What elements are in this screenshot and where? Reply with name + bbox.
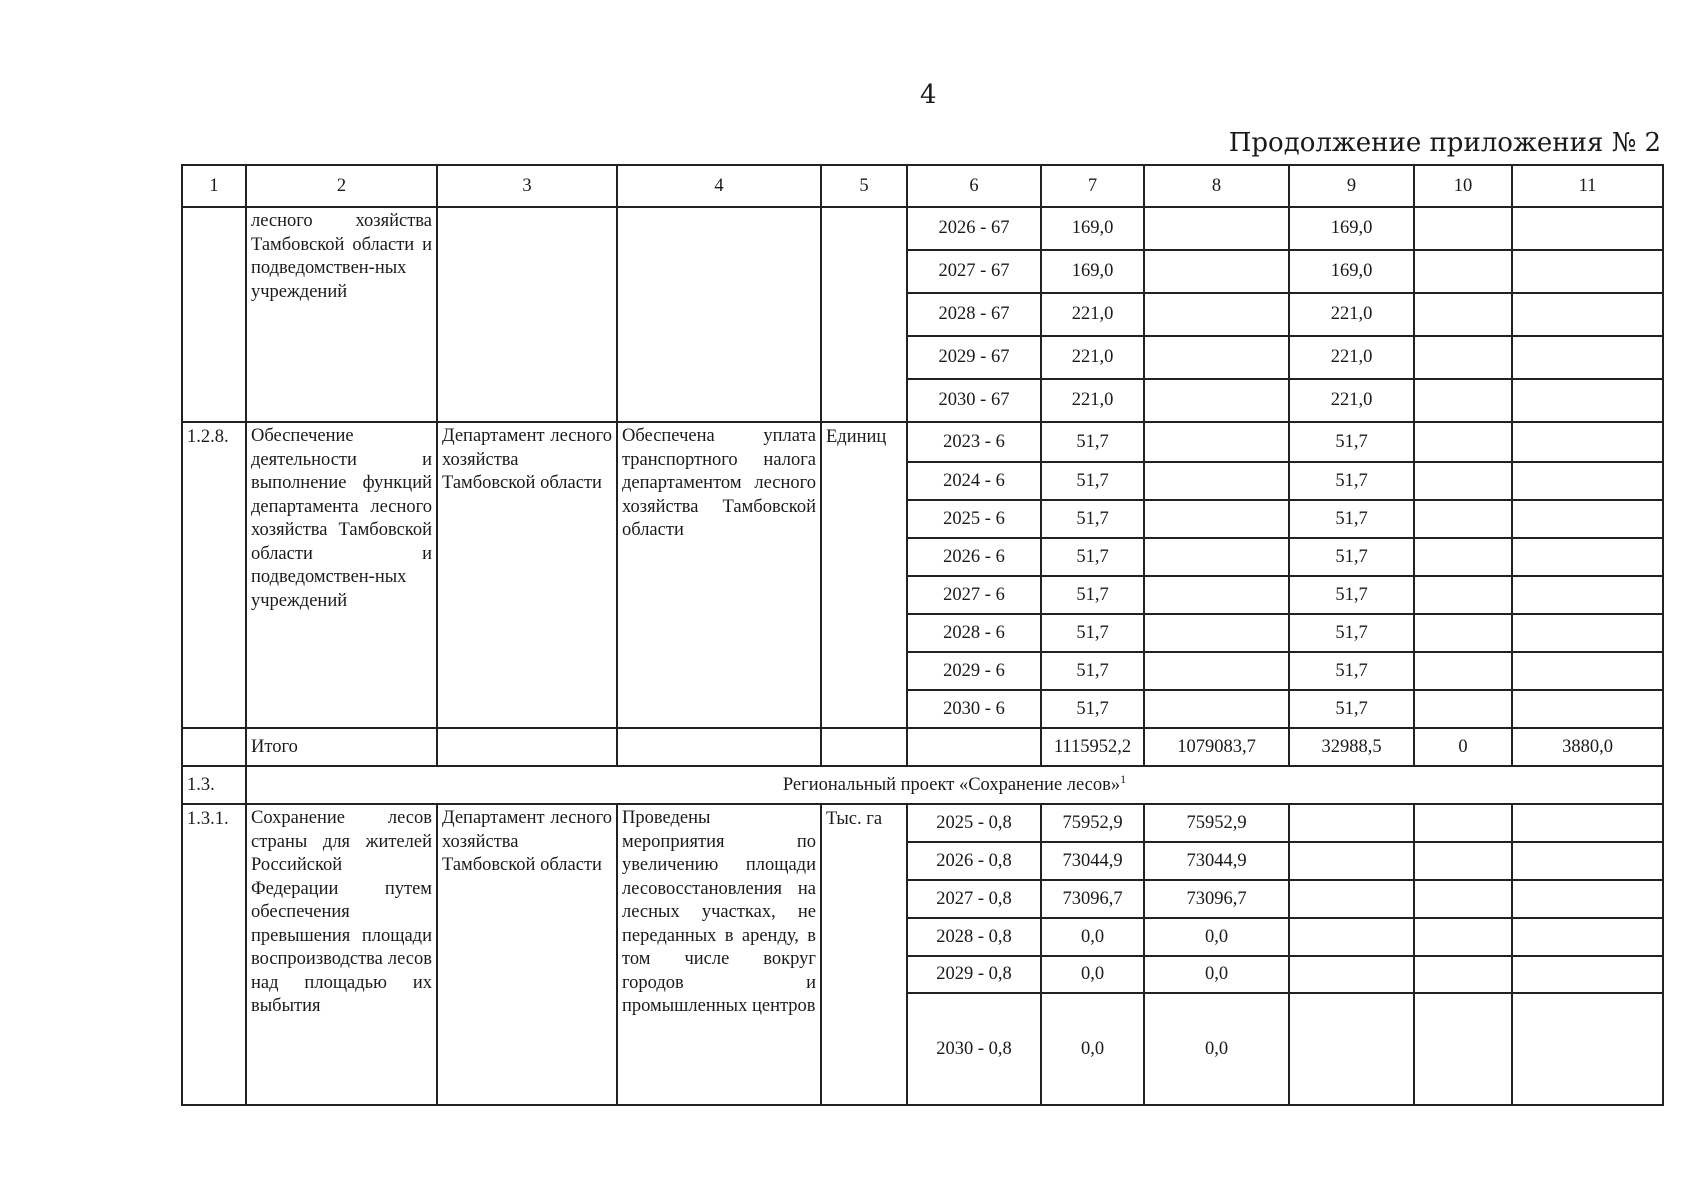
value-cell	[1414, 462, 1512, 500]
value-cell: 0,0	[1041, 993, 1144, 1105]
executor-cell: Департамент лесного хозяйства Тамбовской области	[437, 804, 617, 1105]
value-cell: 51,7	[1041, 576, 1144, 614]
value-cell: 221,0	[1041, 293, 1144, 336]
year-cell: 2027 - 6	[907, 576, 1041, 614]
value-cell: 169,0	[1041, 250, 1144, 293]
value-cell	[1289, 918, 1414, 956]
section-title: Региональный проект «Сохранение лесов»	[782, 774, 1121, 795]
year-cell: 2026 - 67	[907, 207, 1041, 250]
value-cell	[1414, 652, 1512, 690]
year-cell: 2025 - 6	[907, 500, 1041, 538]
unit-cell: Единиц	[821, 422, 907, 728]
year-cell: 2030 - 67	[907, 379, 1041, 422]
column-header: 9	[1289, 165, 1414, 207]
table-header-row	[182, 165, 1663, 207]
value-cell: 51,7	[1289, 462, 1414, 500]
value-cell: 51,7	[1041, 614, 1144, 652]
value-cell: 73044,9	[1041, 842, 1144, 880]
value-cell: 169,0	[1041, 207, 1144, 250]
year-cell: 2029 - 6	[907, 652, 1041, 690]
value-cell: 221,0	[1289, 336, 1414, 379]
value-cell: 51,7	[1289, 538, 1414, 576]
budget-table	[181, 164, 1664, 1106]
year-cell: 2023 - 6	[907, 422, 1041, 462]
value-cell	[1414, 614, 1512, 652]
value-cell: 0,0	[1041, 918, 1144, 956]
value-cell	[1414, 379, 1512, 422]
appendix-title: Продолжение приложения № 2	[1228, 128, 1661, 158]
column-header: 5	[821, 165, 907, 207]
value-cell: 51,7	[1041, 500, 1144, 538]
total-value-cell: 1115952,2	[1041, 728, 1144, 766]
value-cell	[1144, 379, 1289, 422]
year-cell: 2030 - 0,8	[907, 993, 1041, 1105]
value-cell: 0,0	[1041, 956, 1144, 993]
column-header: 6	[907, 165, 1041, 207]
value-cell	[1144, 500, 1289, 538]
value-cell	[1414, 336, 1512, 379]
value-cell: 75952,9	[1041, 804, 1144, 842]
value-cell: 73096,7	[1041, 880, 1144, 918]
value-cell: 221,0	[1289, 379, 1414, 422]
unit-cell	[821, 207, 907, 422]
year-cell: 2026 - 0,8	[907, 842, 1041, 880]
value-cell	[1414, 956, 1512, 993]
value-cell: 51,7	[1041, 652, 1144, 690]
value-cell	[1144, 614, 1289, 652]
activity-name-cell: Обеспечение деятельности и выполнение функций департамента лесного хозяйства Тамбовской области и подведомствен-ных учреждений	[246, 422, 437, 728]
total-value-cell: 32988,5	[1289, 728, 1414, 766]
table-row	[182, 207, 1663, 250]
value-cell	[1512, 207, 1663, 250]
value-cell	[1512, 422, 1663, 462]
column-header: 2	[246, 165, 437, 207]
section-code: 1.3.	[182, 766, 246, 804]
column-header: 7	[1041, 165, 1144, 207]
value-cell: 73096,7	[1144, 880, 1289, 918]
value-cell	[1144, 207, 1289, 250]
total-value-cell: 1079083,7	[1144, 728, 1289, 766]
year-cell: 2024 - 6	[907, 462, 1041, 500]
year-cell: 2025 - 0,8	[907, 804, 1041, 842]
value-cell: 51,7	[1041, 422, 1144, 462]
value-cell: 169,0	[1289, 250, 1414, 293]
section-title-cell	[246, 766, 1663, 804]
value-cell	[1512, 462, 1663, 500]
value-cell	[1144, 652, 1289, 690]
value-cell	[1414, 993, 1512, 1105]
activity-name-cell: лесного хозяйства Тамбовской области и подведомствен-ных учреждений	[246, 207, 437, 422]
section-row	[182, 766, 1663, 804]
value-cell	[1414, 576, 1512, 614]
value-cell: 51,7	[1289, 576, 1414, 614]
value-cell	[1289, 880, 1414, 918]
value-cell	[1414, 500, 1512, 538]
column-header: 8	[1144, 165, 1289, 207]
year-cell: 2028 - 6	[907, 614, 1041, 652]
year-cell: 2030 - 6	[907, 690, 1041, 728]
value-cell	[1512, 993, 1663, 1105]
column-header: 1	[182, 165, 246, 207]
value-cell: 51,7	[1041, 690, 1144, 728]
year-cell: 2029 - 0,8	[907, 956, 1041, 993]
value-cell	[1289, 993, 1414, 1105]
column-header: 4	[617, 165, 821, 207]
value-cell: 221,0	[1289, 293, 1414, 336]
value-cell: 51,7	[1289, 690, 1414, 728]
executor-cell	[437, 207, 617, 422]
column-header: 11	[1512, 165, 1663, 207]
value-cell: 75952,9	[1144, 804, 1289, 842]
value-cell	[1512, 336, 1663, 379]
total-row	[182, 728, 1663, 766]
value-cell	[1512, 576, 1663, 614]
value-cell	[1512, 379, 1663, 422]
total-value-cell: 0	[1414, 728, 1512, 766]
value-cell	[1512, 538, 1663, 576]
value-cell	[1289, 956, 1414, 993]
table-row	[182, 804, 1663, 842]
value-cell	[1512, 918, 1663, 956]
value-cell: 221,0	[1041, 336, 1144, 379]
table-row	[182, 422, 1663, 462]
year-cell	[907, 728, 1041, 766]
value-cell	[1512, 842, 1663, 880]
activity-name-cell: Сохранение лесов страны для жителей Российской Федерации путем обеспечения превышения площади воспроизводства лесов над площадью их выбытия	[246, 804, 437, 1105]
year-cell: 2027 - 67	[907, 250, 1041, 293]
row-code-cell	[182, 207, 246, 422]
value-cell	[1512, 652, 1663, 690]
result-cell: Обеспечена уплата транспортного налога департаментом лесного хозяйства Тамбовской области	[617, 422, 821, 728]
value-cell	[1289, 804, 1414, 842]
value-cell: 221,0	[1041, 379, 1144, 422]
value-cell	[1414, 207, 1512, 250]
value-cell: 51,7	[1289, 500, 1414, 538]
year-cell: 2026 - 6	[907, 538, 1041, 576]
value-cell: 0,0	[1144, 918, 1289, 956]
value-cell	[1144, 422, 1289, 462]
value-cell	[1144, 462, 1289, 500]
value-cell	[1512, 614, 1663, 652]
value-cell: 169,0	[1289, 207, 1414, 250]
value-cell: 51,7	[1289, 614, 1414, 652]
value-cell	[1414, 538, 1512, 576]
result-cell	[617, 728, 821, 766]
value-cell: 0,0	[1144, 956, 1289, 993]
value-cell	[1414, 804, 1512, 842]
value-cell	[1512, 956, 1663, 993]
value-cell	[1414, 293, 1512, 336]
value-cell	[1512, 804, 1663, 842]
total-value-cell: 3880,0	[1512, 728, 1663, 766]
total-label: Итого	[246, 728, 437, 766]
value-cell	[1414, 422, 1512, 462]
year-cell: 2028 - 67	[907, 293, 1041, 336]
value-cell: 51,7	[1041, 538, 1144, 576]
row-code-cell: 1.2.8.	[182, 422, 246, 728]
value-cell	[1512, 880, 1663, 918]
page-number: 4	[920, 80, 937, 110]
year-cell: 2029 - 67	[907, 336, 1041, 379]
value-cell: 51,7	[1041, 462, 1144, 500]
unit-cell: Тыс. га	[821, 804, 907, 1105]
column-header: 3	[437, 165, 617, 207]
column-header: 10	[1414, 165, 1512, 207]
value-cell	[1414, 918, 1512, 956]
value-cell: 51,7	[1289, 652, 1414, 690]
executor-cell	[437, 728, 617, 766]
value-cell	[1144, 690, 1289, 728]
value-cell: 73044,9	[1144, 842, 1289, 880]
footnote-mark: 1	[1120, 771, 1127, 786]
row-code-cell	[182, 728, 246, 766]
value-cell	[1144, 538, 1289, 576]
value-cell	[1289, 842, 1414, 880]
value-cell	[1144, 576, 1289, 614]
value-cell	[1144, 336, 1289, 379]
row-code-cell: 1.3.1.	[182, 804, 246, 1105]
value-cell	[1512, 250, 1663, 293]
value-cell	[1512, 690, 1663, 728]
value-cell	[1144, 293, 1289, 336]
value-cell	[1414, 880, 1512, 918]
value-cell: 0,0	[1144, 993, 1289, 1105]
unit-cell	[821, 728, 907, 766]
value-cell: 51,7	[1289, 422, 1414, 462]
year-cell: 2027 - 0,8	[907, 880, 1041, 918]
value-cell	[1414, 842, 1512, 880]
value-cell	[1414, 250, 1512, 293]
result-cell: Проведены мероприятия по увеличению площади лесовосстановления на лесных участках, не переданных в аренду, в том числе вокруг городов и промышленных центров	[617, 804, 821, 1105]
value-cell	[1512, 293, 1663, 336]
result-cell	[617, 207, 821, 422]
value-cell	[1512, 500, 1663, 538]
executor-cell: Департамент лесного хозяйства Тамбовской области	[437, 422, 617, 728]
value-cell	[1414, 690, 1512, 728]
value-cell	[1144, 250, 1289, 293]
year-cell: 2028 - 0,8	[907, 918, 1041, 956]
